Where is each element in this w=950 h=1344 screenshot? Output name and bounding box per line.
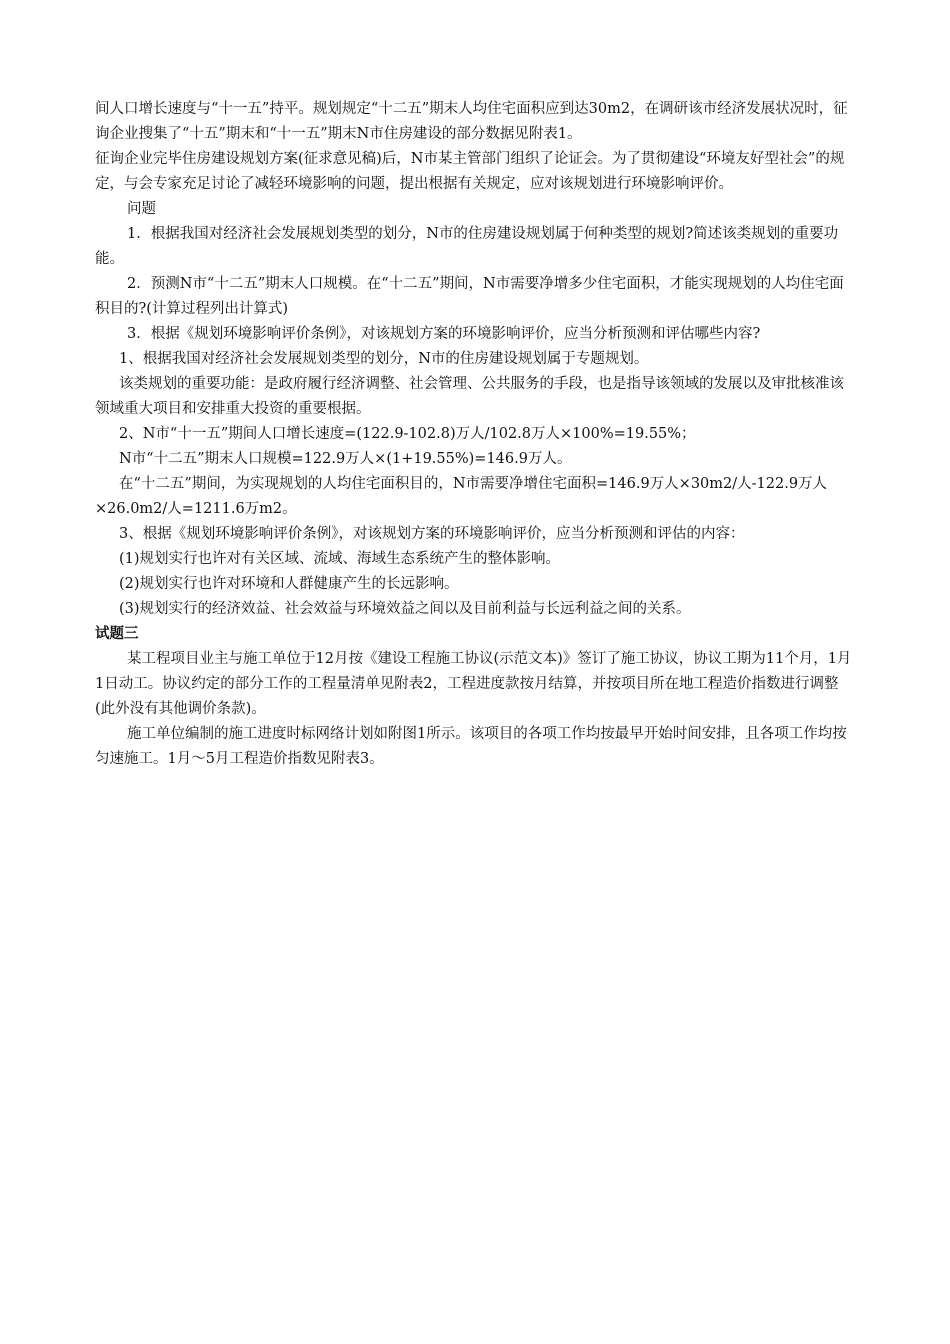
answer-2-population: N市“十二五”期末人口规模=122.9万人×(1+19.55%)=146.9万人。 — [119, 451, 572, 467]
questions-label: 问题 — [127, 201, 156, 217]
paragraph-review-meeting: 征询企业完毕住房建设规划方案(征求意见稿)后，N市某主管部门组织了论证会。为了贯彻建设“环境友好型社会”的规定，与会专家充足讨论了减轻环境影响的问题，提出根据有关规定，应对该规划进行环境影响评价。 — [95, 151, 845, 192]
answer-1: 1、根据我国对经济社会发展规划类型的划分，N市的住房建设规划属于专题规划。 — [119, 351, 649, 367]
answer-2-area: 在“十二五”期间，为实现规划的人均住宅面积目的，N市需要净增住宅面积=146.9万人×30m2/人-122.9万人×26.0m2/人=1211.6万m2。 — [95, 476, 828, 517]
answer-1-detail: 该类规划的重要功能：是政府履行经济调整、社会管理、公共服务的手段，也是指导该领域的发展以及审批核准该领域重大项目和安排重大投资的重要根据。 — [95, 376, 844, 417]
question-1: 1．根据我国对经济社会发展规划类型的划分，N市的住房建设规划属于何种类型的规划?简述该类规划的重要功能。 — [95, 226, 839, 267]
answer-3-item-3: (3)规划实行的经济效益、社会效益与环境效益之间以及目前利益与长远利益之间的关系。 — [119, 601, 691, 617]
answer-3-item-2: (2)规划实行也许对环境和人群健康产生的长远影响。 — [119, 576, 459, 592]
section-3-contract: 某工程项目业主与施工单位于12月按《建设工程施工协议(示范文本)》签订了施工协议，协议工期为11个月，1月1日动工。协议约定的部分工作的工程量清单见附表2，工程进度款按月结算，并按项目所在地工程造价指数进行调整(此外没有其他调价条款)。 — [95, 651, 852, 717]
section-3-schedule: 施工单位编制的施工进度时标网络计划如附图1所示。该项目的各项工作均按最早开始时间安排，且各项工作均按匀速施工。1月～5月工程造价指数见附表3。 — [95, 726, 847, 767]
section-3-title: 试题三 — [95, 626, 139, 642]
paragraph-population-growth: 间人口增长速度与“十一五”持平。规划规定“十二五”期末人均住宅面积应到达30m2，在调研该市经济发展状况时，征询企业搜集了“十五”期末和“十一五”期末N市住房建设的部分数据见附表1。 — [95, 101, 848, 142]
answer-2: 2、N市“十一五”期间人口增长速度=(122.9-102.8)万人/102.8万人×100%=19.55%； — [119, 426, 696, 442]
question-3: 3．根据《规划环境影响评价条例》，对该规划方案的环境影响评价，应当分析预测和评估哪些内容? — [127, 326, 761, 342]
answer-3: 3、根据《规划环境影响评价条例》，对该规划方案的环境影响评价，应当分析预测和评估的内容： — [119, 526, 745, 542]
question-2: 2．预测N市“十二五”期末人口规模。在“十二五”期间，N市需要净增多少住宅面积，才能实现规划的人均住宅面积目的?(计算过程列出计算式) — [95, 276, 844, 317]
document-body — [95, 97, 857, 772]
answer-3-item-1: (1)规划实行也许对有关区域、流域、海域生态系统产生的整体影响。 — [119, 551, 561, 567]
